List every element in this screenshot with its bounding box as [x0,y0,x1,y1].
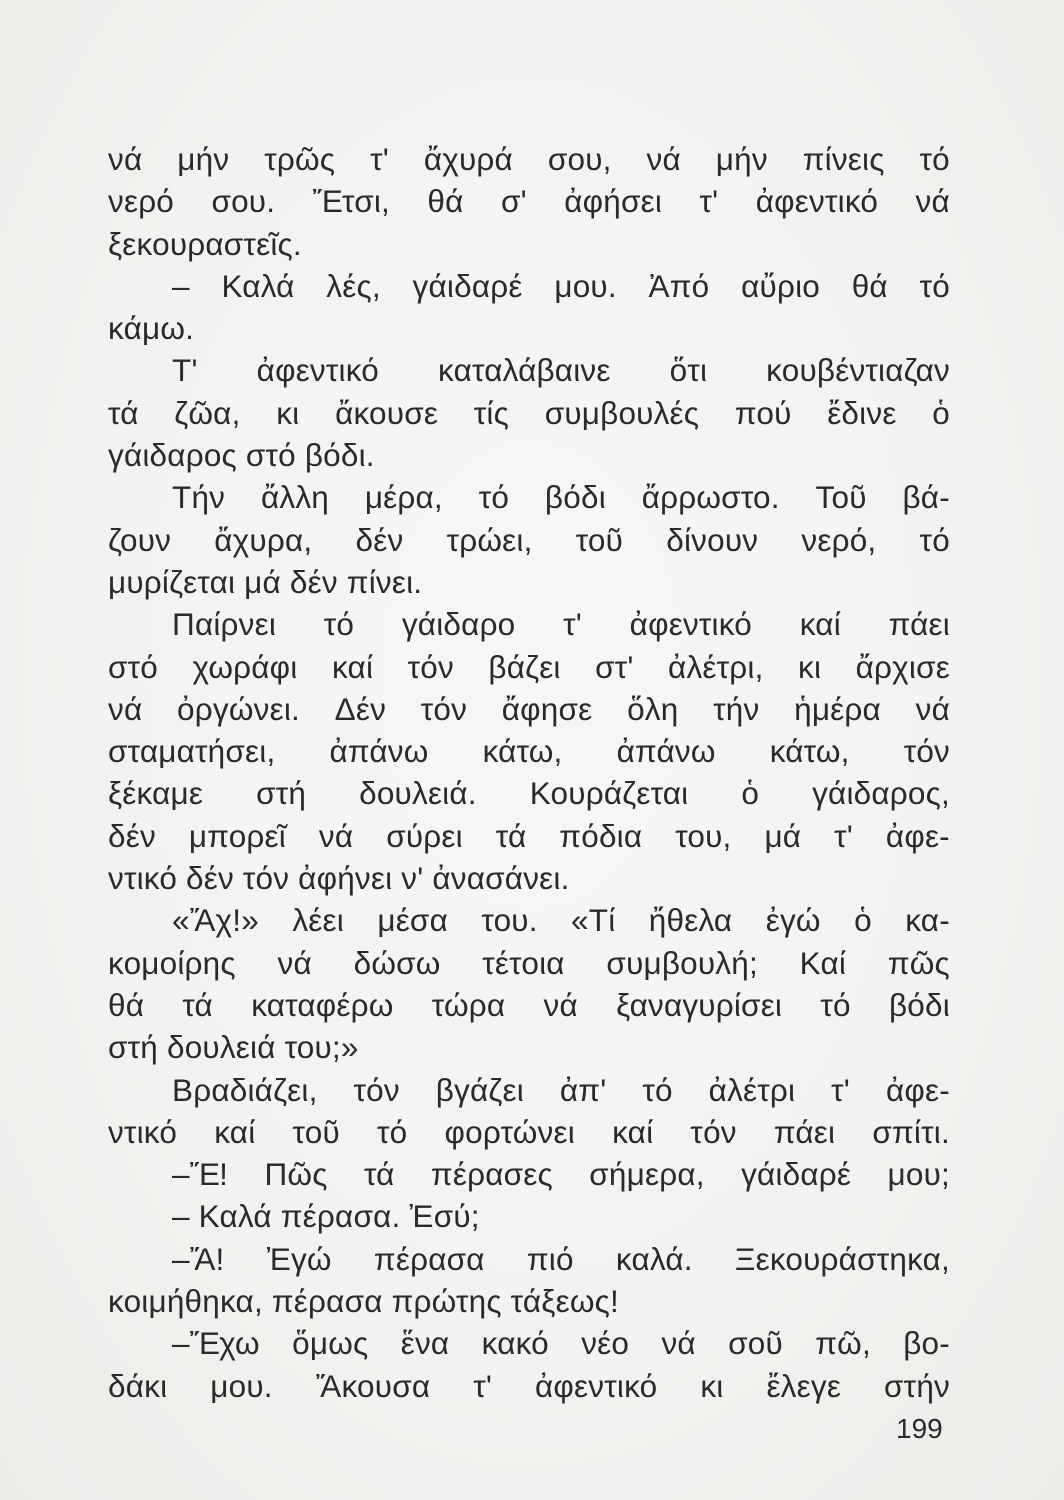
text-line: θά τά καταφέρω τώρα νά ξαναγυρίσει τό βόδι [108,986,950,1023]
text-line: στό χωράφι καί τόν βάζει στ' ἀλέτρι, κι ἄρχισε [108,648,950,685]
text-line: ξέκαμε στή δουλειά. Κουράζεται ὁ γάιδαρος, [108,775,950,812]
text-line: Βραδιάζει, τόν βγάζει ἀπ' τό ἀλέτρι τ' ἀφε- [172,1071,950,1108]
text-line: Τήν ἄλλη μέρα, τό βόδι ἄρρωστο. Τοῦ βά- [172,479,950,516]
text-line: –Ἔχω ὅμως ἕνα κακό νέο νά σοῦ πῶ, βο- [172,1325,950,1362]
page-number: 199 [896,1413,943,1444]
text-line: –Ἔ! Πῶς τά πέρασες σήμερα, γάιδαρέ μου; [172,1156,950,1193]
text-line: στή δουλειά του;» [108,1029,359,1066]
body-text [108,138,950,1407]
text-line: ντικό καί τοῦ τό φορτώνει καί τόν πάει σπίτι. [108,1113,950,1150]
text-line: νά ὀργώνει. Δέν τόν ἄφησε ὅλη τήν ἡμέρα νά [108,690,950,727]
text-line: τά ζῶα, κι ἄκουσε τίς συμβουλές πού ἔδινε ὁ [108,394,950,431]
text-line: – Καλά λές, γάιδαρέ μου. Ἀπό αὔριο θά τό [172,267,950,304]
text-line: κομοίρης νά δώσω τέτοια συμβουλή; Καί πῶς [108,944,950,981]
text-line: νερό σου. Ἔτσι, θά σ' ἀφήσει τ' ἀφεντικό νά [108,183,950,220]
text-line: ζουν ἄχυρα, δέν τρώει, τοῦ δίνουν νερό, τό [108,521,950,558]
text-line: δέν μπορεῖ νά σύρει τά πόδια του, μά τ' ἀφε- [108,817,950,854]
text-line: δάκι μου. Ἄκουσα τ' ἀφεντικό κι ἔλεγε στήν [108,1367,950,1404]
text-line: Τ' ἀφεντικό καταλάβαινε ὅτι κουβέντιαζαν [172,352,950,389]
text-line: ξεκουραστεῖς. [108,225,302,262]
text-line: ντικό δέν τόν ἀφήνει ν' ἀνασάνει. [108,860,570,897]
text-line: – Καλά πέρασα. Ἐσύ; [172,1198,480,1235]
text-line: γάιδαρος στό βόδι. [108,437,375,474]
text-line: –Ἄ! Ἐγώ πέρασα πιό καλά. Ξεκουράστηκα, [172,1240,950,1277]
text-line: μυρίζεται μά δέν πίνει. [108,563,423,600]
text-line: νά μήν τρῶς τ' ἄχυρά σου, νά μήν πίνεις τό [108,141,950,177]
text-line: κάμω. [108,310,195,347]
text-line: «Ἄχ!» λέει μέσα του. «Τί ἤθελα ἐγώ ὁ κα- [172,902,950,939]
text-line: σταματήσει, ἀπάνω κάτω, ἀπάνω κάτω, τόν [108,733,950,770]
text-line: Παίρνει τό γάιδαρο τ' ἀφεντικό καί πάει [172,606,950,643]
text-line: κοιμήθηκα, πέρασα πρώτης τάξεως! [108,1283,619,1320]
